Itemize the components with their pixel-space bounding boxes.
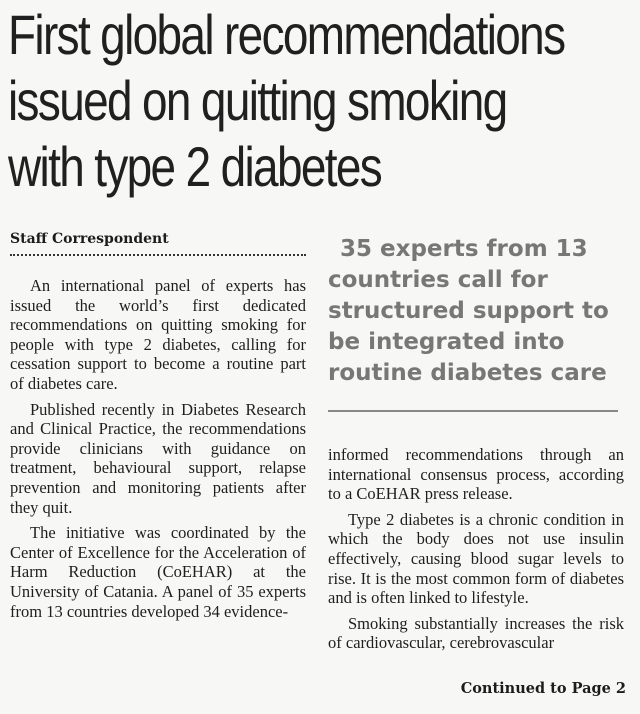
body-paragraph: The initiative was coordinated by the Center of Excellence for the Acceleration of Harm Reduction (CoEHAR) at the University of Catania. A panel of 35 experts from 13 countries developed 34 evidence- xyxy=(10,523,306,621)
pull-quote-line: countries call for xyxy=(328,267,548,293)
pull-quote-divider xyxy=(328,410,618,412)
article-column-right xyxy=(328,445,624,659)
body-paragraph: informed recommendations through an international consensus process, according to a CoEHAR press release. xyxy=(328,445,624,504)
headline-line: issued on quitting smoking xyxy=(8,69,507,132)
pull-quote-line: be integrated into xyxy=(328,329,565,355)
headline-line: with type 2 diabetes xyxy=(8,135,382,198)
body-paragraph: An international panel of experts has issued the world’s first dedicated recommendations on quitting smoking for people with type 2 diabetes, calling for cessation support to become a routine part of diabetes care. xyxy=(10,276,306,393)
body-paragraph: Smoking substantially increases the risk of cardiovascular, cerebrovascular xyxy=(328,613,624,653)
headline xyxy=(8,2,636,200)
article-column-left xyxy=(10,276,306,627)
byline: Staff Correspondent xyxy=(10,230,306,256)
pull-quote-line: 35 experts from 13 xyxy=(340,236,588,262)
pull-quote-line: routine diabetes care xyxy=(328,360,607,386)
continued-notice[interactable]: Continued to Page 2 xyxy=(460,680,626,697)
body-paragraph: Published recently in Diabetes Research and Clinical Practice, the recommendations provide clinicians with guidance on treatment, behavioural support, relapse prevention and monitoring patients after they quit. xyxy=(10,399,306,517)
body-paragraph: Type 2 diabetes is a chronic condition in which the body does not use insulin effectively, causing blood sugar levels to rise. It is the most common form of diabetes and is often linked to lifestyle. xyxy=(328,509,624,608)
headline-line: First global recommendations xyxy=(8,3,565,66)
pull-quote-line: structured support to xyxy=(328,298,609,324)
pull-quote xyxy=(328,234,628,389)
